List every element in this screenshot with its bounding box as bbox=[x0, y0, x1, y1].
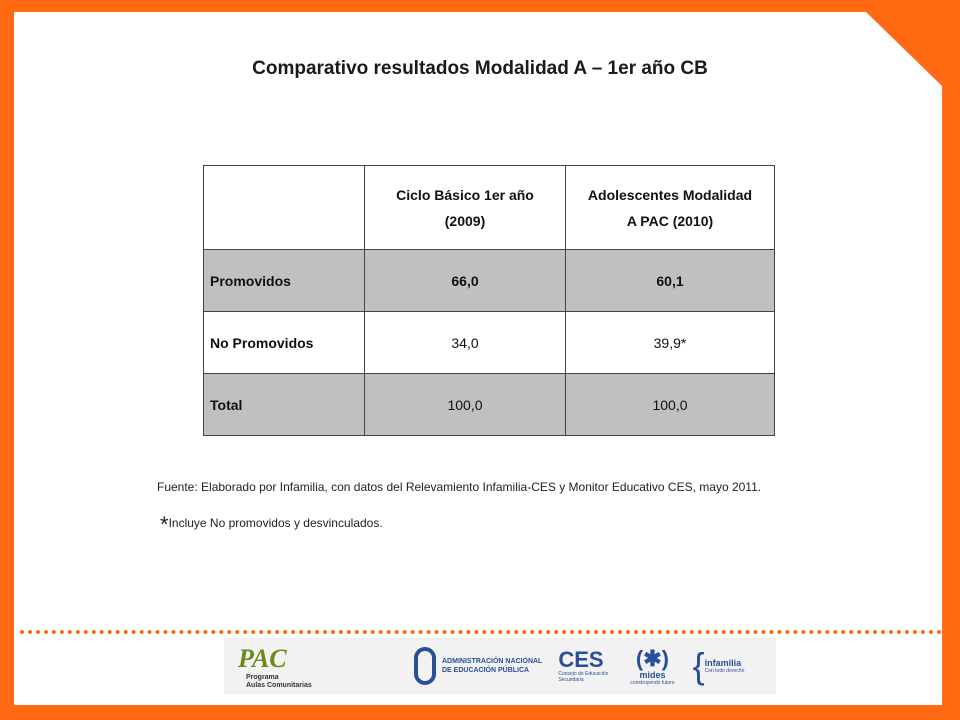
footnote-asterisk: * bbox=[160, 512, 169, 537]
results-table bbox=[203, 165, 775, 436]
mides-logo-name: mides bbox=[639, 669, 666, 680]
pac-logo-line2: Aulas Comunitarias bbox=[246, 682, 312, 689]
row-label: No Promovidos bbox=[204, 312, 365, 374]
mides-tagline: construyendo futuro bbox=[630, 679, 675, 686]
header-empty-cell bbox=[204, 166, 365, 250]
ces-logo-name: CES bbox=[558, 647, 604, 672]
header-adolescentes-line1: Adolescentes Modalidad bbox=[587, 186, 753, 203]
brace-icon: { bbox=[692, 645, 705, 686]
dotted-divider bbox=[20, 630, 942, 634]
anep-line2: DE EDUCACIÓN PÚBLICA bbox=[442, 667, 530, 674]
ces-line1: Consejo de Educación bbox=[558, 671, 609, 677]
table-row-no-promovidos bbox=[204, 312, 775, 374]
cell-value: 100,0 bbox=[566, 374, 775, 436]
ces-logo bbox=[558, 649, 608, 683]
cell-value: 39,9* bbox=[566, 312, 775, 374]
logo-strip bbox=[224, 638, 776, 694]
infamilia-logo-name: infamilia bbox=[704, 658, 742, 668]
table-header-row bbox=[204, 166, 775, 250]
pac-logo bbox=[224, 638, 344, 694]
mides-logo bbox=[630, 647, 674, 686]
cell-value: 66,0 bbox=[365, 250, 566, 312]
cell-value: 100,0 bbox=[365, 374, 566, 436]
mides-symbol-icon: (✱) bbox=[635, 645, 670, 671]
header-ciclo-basico bbox=[365, 166, 566, 250]
header-ciclo-basico-line1: Ciclo Básico 1er año bbox=[396, 186, 534, 203]
header-adolescentes-pac bbox=[566, 166, 775, 250]
cell-value: 34,0 bbox=[365, 312, 566, 374]
footnote-text: Incluye No promovidos y desvinculados. bbox=[168, 516, 383, 530]
row-label: Promovidos bbox=[204, 250, 365, 312]
anep-logo-text bbox=[442, 657, 542, 675]
row-label: Total bbox=[204, 374, 365, 436]
page-title: Comparativo resultados Modalidad A – 1er año CB bbox=[252, 58, 708, 79]
table-row-total bbox=[204, 374, 775, 436]
header-adolescentes-line2: A PAC (2010) bbox=[626, 212, 714, 229]
infamilia-tagline: Con todo derecho bbox=[704, 668, 745, 674]
infamilia-logo bbox=[692, 645, 745, 686]
pac-logo-name: PAC bbox=[238, 644, 287, 673]
source-note: Fuente: Elaborado por Infamilia, con datos del Relevamiento Infamilia-CES y Monitor Educativo CES, mayo 2011. bbox=[157, 480, 762, 494]
cell-value: 60,1 bbox=[566, 250, 775, 312]
anep-mark-icon bbox=[414, 647, 436, 685]
pac-logo-subtitle bbox=[246, 674, 312, 690]
header-ciclo-basico-line2: (2009) bbox=[444, 212, 486, 229]
pac-logo-line1: Programa bbox=[246, 674, 279, 681]
table-row-promovidos bbox=[204, 250, 775, 312]
ces-line2: Secundaria bbox=[558, 677, 584, 683]
anep-logo bbox=[414, 647, 542, 685]
anep-line1: ADMINISTRACIÓN NACIONAL bbox=[442, 658, 543, 665]
footnote bbox=[160, 512, 383, 542]
